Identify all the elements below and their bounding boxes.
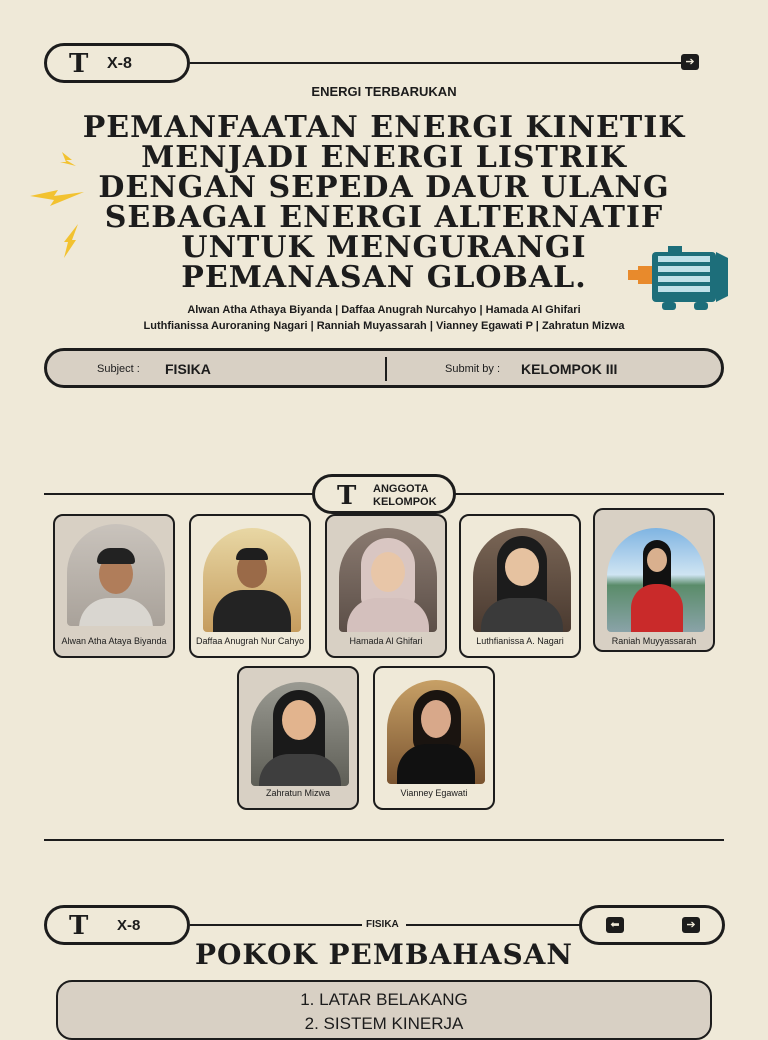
subject-value: FISIKA [165, 361, 211, 377]
header-rule [190, 62, 682, 64]
page2-rule-right [406, 924, 580, 926]
title-line: DENGAN SEPEDA DAUR ULANG [98, 170, 670, 205]
submit-value: KELOMPOK III [521, 361, 618, 377]
class-badge [44, 905, 190, 945]
member-card [373, 666, 495, 810]
member-photo [251, 682, 349, 786]
next-arrow-icon[interactable]: ➔ [681, 54, 699, 70]
class-label: X-8 [107, 55, 132, 72]
title-line: SEBAGAI ENERGI ALTERNATIF [104, 200, 664, 235]
class-badge [44, 43, 190, 83]
member-name: Alwan Atha Ataya Biyanda [61, 636, 167, 646]
submit-label: Submit by : [445, 363, 501, 375]
toc-item: 1. LATAR BELAKANG [300, 990, 468, 1009]
member-name: Daffaa Anugrah Nur Cahyo [196, 636, 304, 646]
members-title-line: ANGGOTA [373, 483, 429, 495]
section-heading: POKOK PEMBAHASAN [194, 938, 573, 971]
authors-line: Luthfianissa Auroraning Nagari | Ranniah Muyassarah | Vianney Egawati P | Zahratun Mizwa [143, 320, 625, 332]
member-photo [607, 528, 705, 632]
member-card [53, 514, 175, 658]
member-photo [339, 528, 437, 632]
page2-subject: FISIKA [366, 919, 399, 930]
info-bar [44, 348, 724, 388]
member-card [459, 514, 581, 658]
toc-item: 2. SISTEM KINERJA [304, 1014, 464, 1033]
page-title [60, 110, 708, 295]
logo-icon: T [69, 49, 89, 79]
member-photo [203, 528, 301, 632]
authors-line: Alwan Atha Athaya Biyanda | Daffaa Anugrah Nurcahyo | Hamada Al Ghifari [187, 304, 581, 316]
member-name: Hamada Al Ghifari [349, 636, 423, 646]
subject-label: Subject : [97, 363, 140, 375]
member-card [189, 514, 311, 658]
title-line: PEMANASAN GLOBAL. [181, 260, 587, 295]
members-title-line: KELOMPOK [373, 496, 437, 508]
toc-box [56, 980, 712, 1040]
next-arrow-icon[interactable]: ➔ [682, 917, 700, 933]
member-name: Vianney Egawati [400, 788, 468, 798]
member-name: Zahratun Mizwa [265, 788, 331, 798]
member-name: Raniah Muyyassarah [611, 636, 697, 646]
member-card [325, 514, 447, 658]
title-line: UNTUK MENGURANGI [181, 230, 587, 265]
logo-icon: T [337, 481, 357, 511]
section-divider [44, 839, 724, 841]
page2-rule-left [190, 924, 362, 926]
info-divider [385, 357, 387, 381]
kicker: ENERGI TERBARUKAN [311, 84, 457, 99]
member-card [593, 508, 715, 652]
title-line: MENJADI ENERGI LISTRIK [141, 140, 627, 175]
member-photo [387, 680, 485, 784]
title-line: PEMANFAATAN ENERGI KINETIK [82, 110, 686, 145]
nav-buttons [579, 905, 725, 945]
member-name: Luthfianissa A. Nagari [476, 636, 564, 646]
member-photo [473, 528, 571, 632]
lightning-icon [28, 150, 90, 260]
class-label: X-8 [117, 917, 141, 934]
logo-icon: T [69, 911, 89, 941]
prev-arrow-icon[interactable]: ⬅ [606, 917, 624, 933]
member-card [237, 666, 359, 810]
members-badge [312, 474, 456, 514]
member-photo [67, 524, 165, 626]
